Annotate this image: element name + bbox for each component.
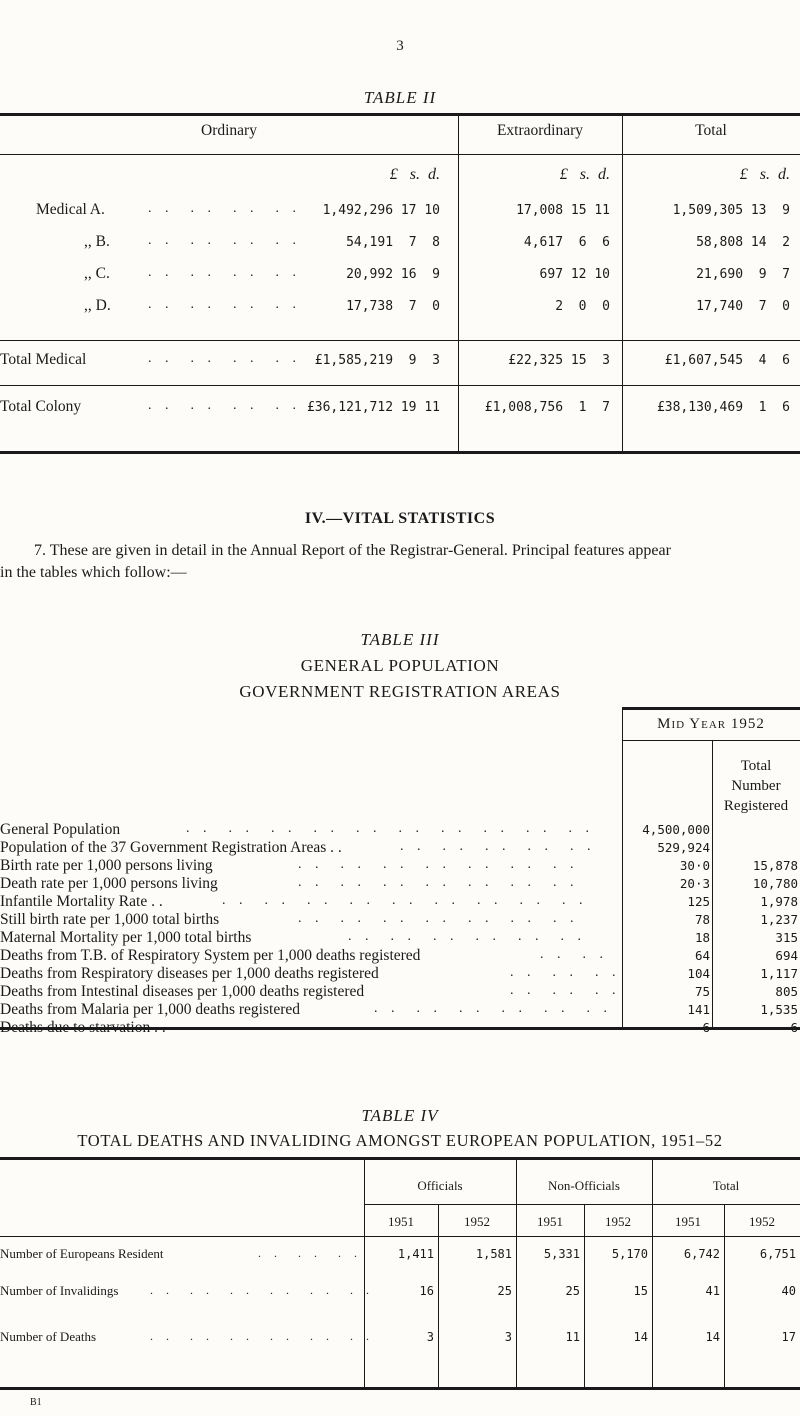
- mid-year-header: Mid Year 1952: [657, 716, 765, 732]
- total-medical-total: £1,607,545 4 6: [664, 353, 790, 368]
- ordinary-value: 17,738 7 0: [346, 299, 440, 314]
- cell: 14: [705, 1330, 720, 1344]
- total-colony-extraordinary: £1,008,756 1 7: [484, 400, 610, 415]
- registered-value: 1,117: [760, 966, 798, 981]
- total-value: 21,690 9 7: [696, 267, 790, 282]
- table-row: [0, 1001, 800, 1019]
- extraordinary-value: 2 0 0: [555, 299, 610, 314]
- total-number-registered-header: [712, 756, 800, 816]
- cell: 1,411: [397, 1247, 434, 1261]
- leader-dots: . . . . . . . .: [148, 265, 301, 280]
- leader-dots: . . . . . . . . . . . . . .: [298, 875, 579, 890]
- table-row: [0, 893, 800, 911]
- table-iii-body: [0, 821, 800, 1037]
- table-row: [0, 857, 800, 875]
- leader-dots: . . . .: [540, 947, 608, 962]
- row-label: ,, C.: [84, 265, 110, 282]
- cell: 17: [781, 1330, 796, 1344]
- row-label: Deaths from Respiratory diseases per 1,000 deaths registered: [0, 965, 379, 982]
- leader-dots: . . . . . . . .: [148, 233, 301, 248]
- currency-header-extraordinary: £ s. d.: [559, 166, 610, 183]
- mid-year-value: 78: [694, 912, 710, 927]
- table-row: [0, 929, 800, 947]
- footer-mark: B1: [30, 1397, 42, 1408]
- year-header: 1952: [749, 1214, 775, 1229]
- table-iv-bottom-rule: [0, 1387, 800, 1390]
- total-medical-ordinary: £1,585,219 9 3: [314, 353, 440, 368]
- group-non-officials: Non-Officials: [548, 1178, 620, 1193]
- leader-dots: . . . . . .: [258, 1246, 362, 1260]
- header-line: Registered: [723, 798, 789, 814]
- cell: 11: [565, 1330, 580, 1344]
- header-extraordinary: Extraordinary: [496, 122, 584, 139]
- registered-value: 10,780: [752, 876, 798, 891]
- registered-value: 315: [775, 930, 798, 945]
- row-label: Number of Invalidings: [0, 1283, 119, 1298]
- currency-header-total: £ s. d.: [739, 166, 790, 183]
- row-label: ,, D.: [84, 297, 111, 314]
- total-colony-ordinary: £36,121,712 19 11: [306, 400, 440, 415]
- registered-value: 15,878: [752, 858, 798, 873]
- leader-dots: . . . . . . . .: [148, 398, 301, 413]
- table-ii-top-rule: [0, 113, 800, 116]
- cell: 5,331: [543, 1247, 580, 1261]
- year-header: 1951: [537, 1214, 563, 1229]
- mid-year-value: 64: [694, 948, 710, 963]
- header-ordinary: Ordinary: [201, 122, 257, 139]
- row-label: Still birth rate per 1,000 total births: [0, 911, 220, 928]
- leader-dots: . . . . . . . . . . . . . . . . . . . .: [186, 821, 594, 836]
- registered-value: 694: [775, 948, 798, 963]
- table-row: [0, 1246, 364, 1266]
- table-iv-top-rule: [0, 1157, 800, 1160]
- header-line: Total: [740, 758, 772, 774]
- leader-dots: . . . . . .: [510, 983, 621, 998]
- total-value: 58,808 14 2: [696, 235, 790, 250]
- year-header: 1952: [464, 1214, 490, 1229]
- row-label: Maternal Mortality per 1,000 total births: [0, 929, 252, 946]
- row-label: Deaths from T.B. of Respiratory System per 1,000 deaths registered: [0, 947, 421, 964]
- cell: 6,742: [683, 1247, 720, 1261]
- mid-year-value: 125: [687, 894, 710, 909]
- extraordinary-value: 4,617 6 6: [523, 235, 610, 250]
- group-officials: Officials: [417, 1178, 463, 1193]
- row-label: Death rate per 1,000 persons living: [0, 875, 218, 892]
- table-row: [0, 821, 800, 839]
- total-medical-extraordinary: £22,325 15 3: [508, 353, 610, 368]
- leader-dots: . . . . . . . .: [148, 297, 301, 312]
- page-number: 3: [396, 38, 404, 54]
- mid-year-value: 104: [687, 966, 710, 981]
- table-iii-bottom-rule: [0, 1027, 800, 1030]
- table-row: [0, 1329, 374, 1349]
- year-header: 1952: [605, 1214, 631, 1229]
- leader-dots: . . . . . .: [510, 965, 621, 980]
- extraordinary-value: 697 12 10: [539, 267, 610, 282]
- table-ii-divider-1: [458, 114, 459, 452]
- mid-year-value: 141: [687, 1002, 710, 1017]
- table-iii-subtitle-2: GOVERNMENT REGISTRATION AREAS: [239, 682, 561, 701]
- cell: 40: [781, 1284, 796, 1298]
- row-label: General Population: [0, 821, 121, 838]
- year-header: 1951: [388, 1214, 414, 1229]
- extraordinary-value: 17,008 15 11: [516, 203, 610, 218]
- table-row: [0, 839, 800, 857]
- total-value: 17,740 7 0: [696, 299, 790, 314]
- total-colony-total: £38,130,469 1 6: [656, 400, 790, 415]
- registered-value: 1,978: [760, 894, 798, 909]
- row-label: Population of the 37 Government Registration Areas . .: [0, 839, 342, 856]
- ordinary-value: 54,191 7 8: [346, 235, 440, 250]
- registered-value: 1,237: [760, 912, 798, 927]
- row-label: Medical A.: [36, 201, 105, 218]
- table-iii-header-rule: [622, 740, 800, 741]
- table-iii-subtitle-1: GENERAL POPULATION: [300, 656, 500, 675]
- row-label: Deaths from Malaria per 1,000 deaths registered: [0, 1001, 300, 1018]
- mid-year-value: 20·3: [679, 876, 710, 891]
- cell: 6,751: [759, 1247, 796, 1261]
- total-medical-label: Total Medical: [0, 351, 87, 368]
- table-ii-divider-2: [622, 114, 623, 452]
- table-row: [0, 911, 800, 929]
- cell: 1,581: [475, 1247, 512, 1261]
- row-label: Deaths from Intestinal diseases per 1,000 deaths registered: [0, 983, 365, 1000]
- mid-year-value: 529,924: [657, 840, 710, 855]
- leader-dots: . . . . . . . . . . . .: [348, 929, 586, 944]
- cell: 5,170: [611, 1247, 648, 1261]
- cell: 16: [419, 1284, 434, 1298]
- table-ii-rule: [0, 340, 800, 341]
- row-label: ,, B.: [84, 233, 110, 250]
- cell: 25: [497, 1284, 512, 1298]
- paragraph-line-1: 7. These are given in detail in the Annual Report of the Registrar-General. Principal features appear: [34, 542, 671, 559]
- ordinary-value: 20,992 16 9: [346, 267, 440, 282]
- row-label: Number of Europeans Resident: [0, 1246, 164, 1261]
- table-row: [0, 983, 800, 1001]
- currency-header-ordinary: £ s. d.: [389, 166, 440, 183]
- table-iv-header-rule: [0, 1236, 800, 1237]
- registered-value: 1,535: [760, 1002, 798, 1017]
- mid-year-value: 30·0: [679, 858, 710, 873]
- row-label: Number of Deaths: [0, 1329, 97, 1344]
- table-row: [0, 1283, 374, 1303]
- table-ii-header-rule: [0, 154, 800, 155]
- leader-dots: . . . . . . . . . . . . . .: [298, 857, 579, 872]
- table-iii-title: TABLE III: [360, 630, 440, 649]
- cell: 3: [504, 1330, 512, 1344]
- mid-year-value: 4,500,000: [642, 822, 710, 837]
- leader-dots: . . . . . . . . . . . .: [374, 1001, 612, 1016]
- leader-dots: . . . . . . . .: [148, 201, 301, 216]
- cell: 14: [633, 1330, 648, 1344]
- table-row: [0, 947, 800, 965]
- row-label: Birth rate per 1,000 persons living: [0, 857, 213, 874]
- group-total: Total: [712, 1178, 740, 1193]
- leader-dots: . . . . . . . .: [148, 351, 301, 366]
- table-ii-bottom-rule: [0, 451, 800, 454]
- table-row: [0, 965, 800, 983]
- leader-dots: . . . . . . . . . . . . . .: [298, 911, 579, 926]
- total-colony-label: Total Colony: [0, 398, 82, 415]
- table-row: [0, 875, 800, 893]
- cell: 25: [565, 1284, 580, 1298]
- table-ii-rule: [0, 385, 800, 386]
- table-ii-title: TABLE II: [363, 88, 437, 107]
- table-iii-top-rule: [622, 707, 800, 710]
- ordinary-value: 1,492,296 17 10: [322, 203, 440, 218]
- leader-dots: . . . . . . . . . . . . . . . . . .: [222, 893, 588, 908]
- cell: 41: [705, 1284, 720, 1298]
- total-value: 1,509,305 13 9: [672, 203, 790, 218]
- leader-dots: . . . . . . . . . . . .: [150, 1329, 374, 1343]
- table-iv-group-rule: [364, 1204, 800, 1205]
- mid-year-value: 18: [694, 930, 710, 945]
- cell: 15: [633, 1284, 648, 1298]
- registered-value: 805: [775, 984, 798, 999]
- row-label: Infantile Mortality Rate . .: [0, 893, 163, 910]
- table-iv-title: TABLE IV: [361, 1106, 439, 1125]
- year-header: 1951: [675, 1214, 701, 1229]
- mid-year-value: 75: [694, 984, 710, 999]
- cell: 3: [426, 1330, 434, 1344]
- header-line: Number: [731, 778, 781, 794]
- header-total: Total: [695, 122, 727, 139]
- paragraph-line-2: in the tables which follow:—: [0, 564, 187, 581]
- leader-dots: . . . . . . . . . . . .: [150, 1283, 374, 1297]
- leader-dots: . . . . . . . . . .: [400, 839, 596, 854]
- section-heading: IV.—VITAL STATISTICS: [304, 510, 496, 527]
- table-iv-subtitle: TOTAL DEATHS AND INVALIDING AMONGST EUROPEAN POPULATION, 1951–52: [77, 1131, 723, 1150]
